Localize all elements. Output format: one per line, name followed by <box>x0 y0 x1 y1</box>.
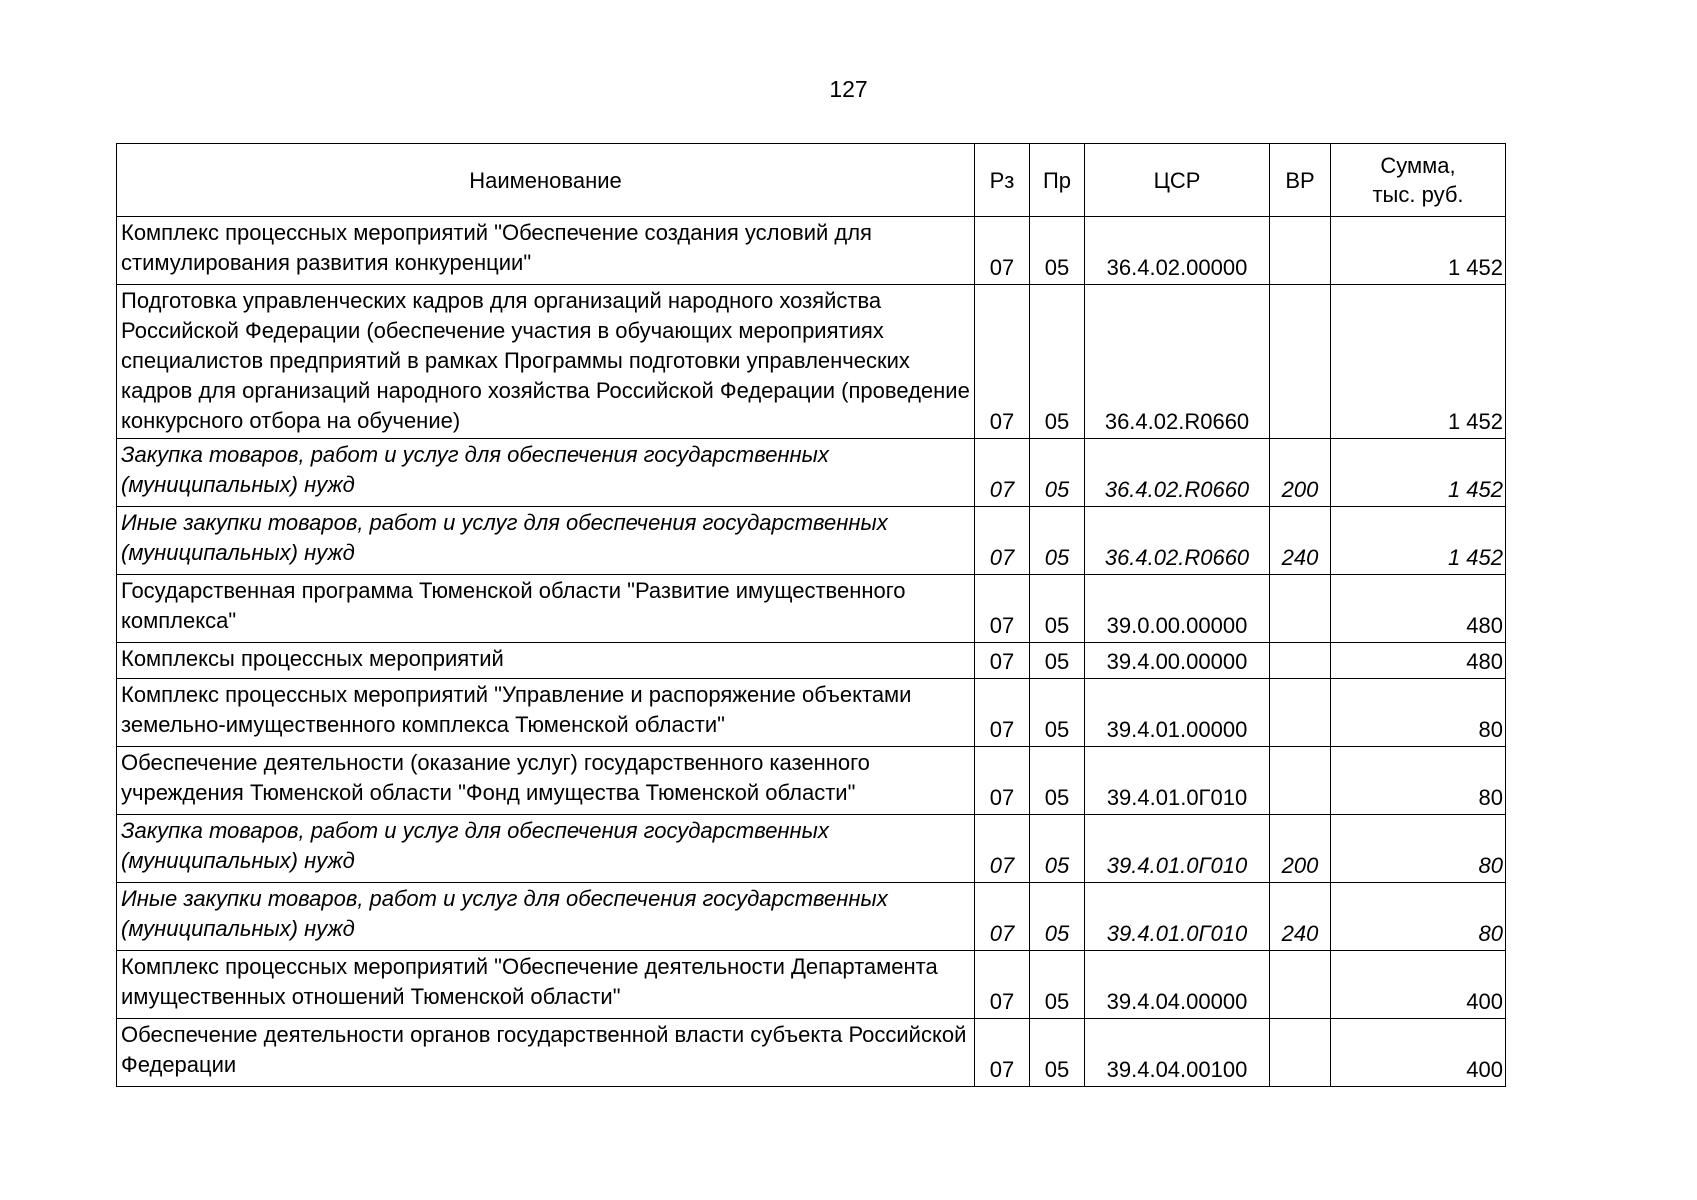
row-vr: 200 <box>1270 815 1331 883</box>
table-row <box>117 815 1506 883</box>
row-csr: 39.4.04.00100 <box>1085 1019 1270 1087</box>
row-rz: 07 <box>975 217 1030 285</box>
row-vr: 200 <box>1270 439 1331 507</box>
row-pr: 05 <box>1030 643 1085 679</box>
row-name: Иные закупки товаров, работ и услуг для обеспечения государственных (муниципальных) нужд <box>117 883 975 951</box>
row-rz: 07 <box>975 439 1030 507</box>
row-rz: 07 <box>975 747 1030 815</box>
row-vr <box>1270 1019 1331 1087</box>
page-number: 127 <box>829 76 868 102</box>
row-vr: 240 <box>1270 507 1331 575</box>
row-csr: 36.4.02.R0660 <box>1085 439 1270 507</box>
table-header-row <box>117 144 1506 217</box>
row-name: Комплекс процессных мероприятий "Управление и распоряжение объектами земельно-имущественного комплекса Тюменской области" <box>117 679 975 747</box>
row-vr <box>1270 643 1331 679</box>
table-row <box>117 507 1506 575</box>
header-sum-line1: Сумма, <box>1380 153 1456 178</box>
row-name: Подготовка управленческих кадров для организаций народного хозяйства Российской Федерации (обеспечение участия в обучающих мероприятиях специалистов предприятий в рамках Программы подготовки управленческих кадров для организаций народного хозяйства Российской Федерации (проведение конкурсного отбора на обучение) <box>117 285 975 439</box>
row-csr: 39.4.01.0Г010 <box>1085 747 1270 815</box>
table-row <box>117 643 1506 679</box>
row-name: Государственная программа Тюменской области "Развитие имущественного комплекса" <box>117 575 975 643</box>
row-csr: 39.4.04.00000 <box>1085 951 1270 1019</box>
row-sum: 1 452 <box>1331 285 1506 439</box>
row-csr: 36.4.02.00000 <box>1085 217 1270 285</box>
row-csr: 39.0.00.00000 <box>1085 575 1270 643</box>
row-vr <box>1270 217 1331 285</box>
header-pr: Пр <box>1030 144 1085 217</box>
row-rz: 07 <box>975 643 1030 679</box>
row-name: Обеспечение деятельности органов государственной власти субъекта Российской Федерации <box>117 1019 975 1087</box>
row-pr: 05 <box>1030 507 1085 575</box>
row-sum: 80 <box>1331 815 1506 883</box>
row-vr <box>1270 575 1331 643</box>
header-csr: ЦСР <box>1085 144 1270 217</box>
row-csr: 39.4.01.00000 <box>1085 679 1270 747</box>
row-vr <box>1270 951 1331 1019</box>
row-name: Обеспечение деятельности (оказание услуг) государственного казенного учреждения Тюменской области "Фонд имущества Тюменской области" <box>117 747 975 815</box>
row-rz: 07 <box>975 679 1030 747</box>
row-pr: 05 <box>1030 217 1085 285</box>
row-csr: 39.4.01.0Г010 <box>1085 815 1270 883</box>
row-sum: 80 <box>1331 679 1506 747</box>
row-name: Комплекс процессных мероприятий "Обеспечение деятельности Департамента имущественных отношений Тюменской области" <box>117 951 975 1019</box>
row-csr: 36.4.02.R0660 <box>1085 507 1270 575</box>
row-sum: 1 452 <box>1331 439 1506 507</box>
row-sum: 80 <box>1331 747 1506 815</box>
row-pr: 05 <box>1030 679 1085 747</box>
table-row <box>117 217 1506 285</box>
row-sum: 80 <box>1331 883 1506 951</box>
table-row <box>117 679 1506 747</box>
row-pr: 05 <box>1030 439 1085 507</box>
row-pr: 05 <box>1030 815 1085 883</box>
row-name: Закупка товаров, работ и услуг для обеспечения государственных (муниципальных) нужд <box>117 439 975 507</box>
row-pr: 05 <box>1030 285 1085 439</box>
header-sum-line2: тыс. руб. <box>1372 182 1464 207</box>
row-sum: 480 <box>1331 643 1506 679</box>
row-csr: 39.4.00.00000 <box>1085 643 1270 679</box>
row-pr: 05 <box>1030 883 1085 951</box>
row-sum: 400 <box>1331 951 1506 1019</box>
row-rz: 07 <box>975 1019 1030 1087</box>
row-sum: 1 452 <box>1331 507 1506 575</box>
row-csr: 39.4.01.0Г010 <box>1085 883 1270 951</box>
row-name: Закупка товаров, работ и услуг для обеспечения государственных (муниципальных) нужд <box>117 815 975 883</box>
table-row <box>117 575 1506 643</box>
row-vr <box>1270 679 1331 747</box>
row-name: Иные закупки товаров, работ и услуг для обеспечения государственных (муниципальных) нужд <box>117 507 975 575</box>
row-pr: 05 <box>1030 575 1085 643</box>
row-rz: 07 <box>975 883 1030 951</box>
table-row <box>117 285 1506 439</box>
row-rz: 07 <box>975 951 1030 1019</box>
row-vr <box>1270 285 1331 439</box>
header-sum <box>1331 144 1506 217</box>
row-sum: 480 <box>1331 575 1506 643</box>
row-rz: 07 <box>975 507 1030 575</box>
row-sum: 1 452 <box>1331 217 1506 285</box>
row-rz: 07 <box>975 815 1030 883</box>
row-pr: 05 <box>1030 747 1085 815</box>
row-rz: 07 <box>975 285 1030 439</box>
row-name: Комплексы процессных мероприятий <box>117 643 975 679</box>
budget-table <box>116 143 1506 1087</box>
row-sum: 400 <box>1331 1019 1506 1087</box>
header-name: Наименование <box>117 144 975 217</box>
row-vr <box>1270 747 1331 815</box>
table-row <box>117 951 1506 1019</box>
row-csr: 36.4.02.R0660 <box>1085 285 1270 439</box>
row-pr: 05 <box>1030 951 1085 1019</box>
table-row <box>117 439 1506 507</box>
header-vr: ВР <box>1270 144 1331 217</box>
row-pr: 05 <box>1030 1019 1085 1087</box>
header-rz: Рз <box>975 144 1030 217</box>
table-row <box>117 747 1506 815</box>
row-rz: 07 <box>975 575 1030 643</box>
table-row <box>117 1019 1506 1087</box>
table-row <box>117 883 1506 951</box>
row-name: Комплекс процессных мероприятий "Обеспечение создания условий для стимулирования развития конкуренции" <box>117 217 975 285</box>
row-vr: 240 <box>1270 883 1331 951</box>
